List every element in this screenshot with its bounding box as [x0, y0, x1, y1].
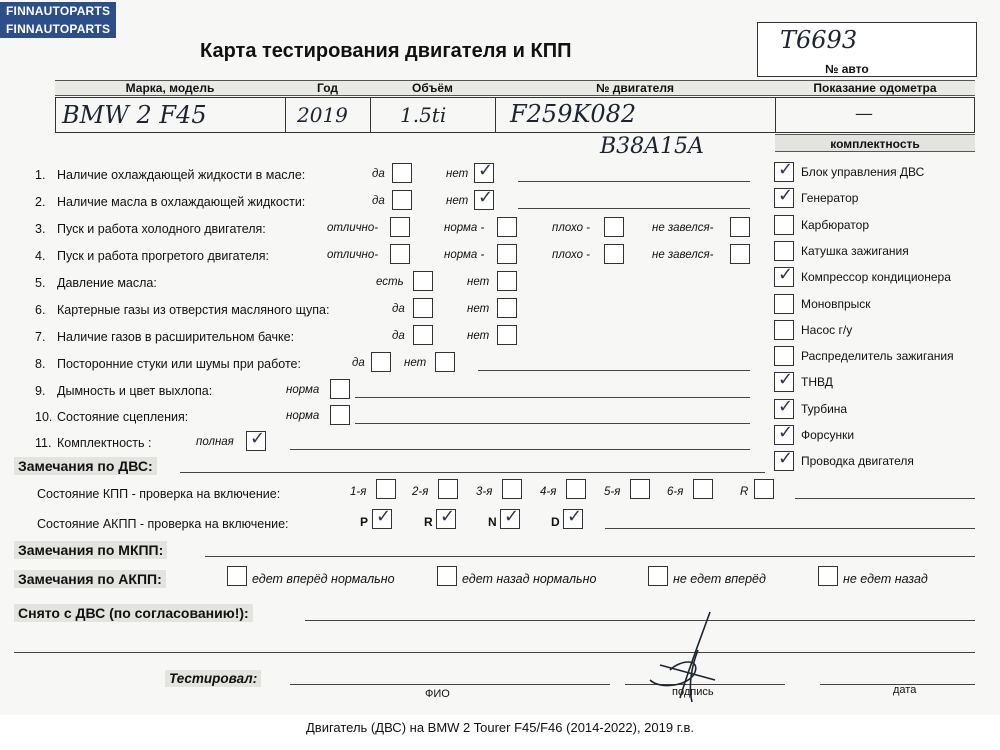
engine-code-note: B38A15A [600, 134, 704, 159]
q10-normal-label: норма [286, 410, 320, 422]
question-2-number: 2. [35, 195, 46, 209]
question-11-number: 11. [35, 436, 52, 450]
question-9-number: 9. [35, 384, 46, 398]
kit-checkbox-7[interactable] [774, 320, 794, 340]
question-1-number: 1. [35, 168, 46, 182]
kit-item-label: ТНВД [801, 375, 833, 389]
check-mark-icon: ✓ [778, 448, 794, 469]
auto-number-label: № авто [825, 62, 869, 76]
akpp-no-backward-label: не едет назад [843, 572, 928, 586]
tested-label: Тестировал: [165, 670, 261, 687]
q3-normal-label: норма - [444, 222, 485, 234]
question-4-number: 4. [35, 249, 46, 263]
kit-item-label: Распределитель зажигания [801, 349, 954, 363]
question-3-number: 3. [35, 222, 46, 236]
question-5-text: Давление масла: [57, 276, 157, 290]
col-engine-number: № двигателя [495, 80, 775, 96]
check-mark-icon: ✓ [778, 264, 794, 285]
question-3-text: Пуск и работа холодного двигателя: [57, 222, 266, 236]
check-mark-icon: ✓ [250, 428, 266, 449]
col-make-model: Марка, модель [55, 80, 285, 96]
kit-checkbox-4[interactable] [774, 241, 794, 261]
q5-yes-label: есть [376, 276, 404, 288]
question-9-text: Дымность и цвет выхлопа: [57, 384, 213, 398]
akpp-no-forward-label: не едет вперёд [673, 572, 766, 586]
odometer-value: — [855, 103, 873, 124]
volume-value: 1.5ti [400, 103, 447, 127]
remarks-engine-label: Замечания по ДВС: [14, 457, 157, 475]
year-value: 2019 [297, 103, 348, 127]
date-label: дата [893, 684, 917, 696]
question-6-number: 6. [35, 303, 46, 317]
akpp-gear-label: R [424, 515, 433, 529]
akpp-backward-ok-label: едет назад нормально [462, 572, 597, 586]
kpp-gear-label: 2-я [412, 486, 429, 498]
page-title: Карта тестирования двигателя и КПП [200, 40, 572, 62]
q3-excellent-label: отлично- [327, 222, 379, 234]
q3-no-start-label: не завелся- [652, 222, 714, 234]
q9-normal-checkbox[interactable] [330, 379, 350, 399]
kpp-gear-checkbox[interactable] [376, 479, 396, 499]
kit-item-label: Проводка двигателя [801, 454, 914, 468]
q8-da-checkbox[interactable] [371, 352, 391, 372]
q2-da-checkbox[interactable] [392, 190, 412, 210]
photo-caption: Двигатель (ДВС) на BMW 2 Tourer F45/F46 (2014-2022), 2019 г.в. [305, 720, 694, 735]
signature-label: подпись [672, 686, 714, 698]
kpp-gear-checkbox[interactable] [566, 479, 586, 499]
question-4-text: Пуск и работа прогретого двигателя: [57, 249, 269, 263]
kpp-gear-checkbox[interactable] [630, 479, 650, 499]
kpp-gear-checkbox[interactable] [754, 479, 774, 499]
make-model-value: BMW 2 F45 [62, 101, 207, 129]
question-1-text: Наличие охлаждающей жидкости в масле: [57, 168, 306, 182]
q5-net-checkbox[interactable] [497, 271, 517, 291]
kpp-gear-label: R [740, 486, 749, 498]
akpp-no-forward-checkbox[interactable] [648, 566, 668, 586]
kpp-gear-label: 5-я [604, 486, 621, 498]
kit-item-label: Форсунки [801, 428, 855, 442]
remarks-akpp-label: Замечания по АКПП: [14, 570, 166, 588]
kit-checkbox-8[interactable] [774, 346, 794, 366]
col-year: Год [285, 80, 370, 96]
akpp-backward-ok-checkbox[interactable] [437, 566, 457, 586]
q7-da-label: да [392, 330, 405, 342]
kit-checkbox-3[interactable] [774, 215, 794, 235]
kit-item-label: Насос г/у [801, 323, 853, 337]
akpp-gear-label: P [360, 515, 369, 529]
check-mark-icon: ✓ [376, 506, 392, 527]
q4-normal-checkbox[interactable] [497, 244, 517, 264]
q4-excellent-label: отлично- [327, 249, 379, 261]
q1-net-label: нет [446, 168, 469, 180]
signature-scribble-icon [640, 610, 730, 705]
question-8-number: 8. [35, 357, 46, 371]
q6-net-checkbox[interactable] [497, 298, 517, 318]
akpp-forward-ok-checkbox[interactable] [227, 566, 247, 586]
q1-da-label: да [372, 168, 385, 180]
q10-normal-checkbox[interactable] [330, 405, 350, 425]
kpp-gear-checkbox[interactable] [502, 479, 522, 499]
q8-da-label: да [352, 357, 365, 369]
check-mark-icon: ✓ [778, 185, 794, 206]
kit-item-label: Генератор [801, 191, 859, 205]
q7-da-checkbox[interactable] [413, 325, 433, 345]
q3-normal-checkbox[interactable] [497, 217, 517, 237]
check-mark-icon: ✓ [778, 422, 794, 443]
kit-title: комплектность [775, 134, 975, 152]
kit-item-label: Катушка зажигания [801, 244, 909, 258]
check-mark-icon: ✓ [778, 369, 794, 390]
akpp-gear-label: D [551, 515, 560, 529]
q2-net-label: нет [446, 195, 469, 207]
check-mark-icon: ✓ [778, 396, 794, 417]
q4-no-start-label: не завелся- [652, 249, 714, 261]
check-mark-icon: ✓ [478, 160, 494, 181]
akpp-gear-label: N [488, 515, 497, 529]
kpp-gear-label: 1-я [350, 486, 367, 498]
q8-net-label: нет [404, 357, 427, 369]
q6-net-label: нет [467, 303, 490, 315]
kpp-gear-checkbox[interactable] [438, 479, 458, 499]
akpp-label: Состояние АКПП - проверка на включение: [37, 517, 289, 531]
kit-item-label: Моновпрыск [801, 297, 871, 311]
check-mark-icon: ✓ [440, 506, 456, 527]
check-mark-icon: ✓ [504, 506, 520, 527]
check-mark-icon: ✓ [478, 187, 494, 208]
check-mark-icon: ✓ [567, 506, 583, 527]
q7-net-checkbox[interactable] [497, 325, 517, 345]
q11-full-label: полная [196, 436, 234, 448]
question-10-text: Состояние сцепления: [57, 410, 189, 424]
q8-net-checkbox[interactable] [435, 352, 455, 372]
question-2-text: Наличие масла в охлаждающей жидкости: [57, 195, 306, 209]
question-10-number: 10. [35, 410, 53, 424]
fio-label: ФИО [425, 688, 450, 700]
q3-no-start-checkbox[interactable] [730, 217, 750, 237]
kpp-label: Состояние КПП - проверка на включение: [37, 487, 281, 501]
akpp-forward-ok-label: едет вперёд нормально [252, 572, 395, 586]
kpp-gear-label: 3-я [476, 486, 493, 498]
question-11-text: Комплектность : [57, 436, 152, 450]
q3-excellent-checkbox[interactable] [390, 217, 410, 237]
removed-label: Снято с ДВС (по согласованию!): [14, 604, 253, 622]
akpp-no-backward-checkbox[interactable] [818, 566, 838, 586]
watermark-text: FINNAUTOPARTS [0, 2, 116, 20]
question-5-number: 5. [35, 276, 46, 290]
q6-da-label: да [392, 303, 405, 315]
q5-net-label: нет [467, 276, 490, 288]
question-8-text: Посторонние стуки или шумы при работе: [57, 357, 301, 371]
col-volume: Объём [370, 80, 495, 96]
q6-da-checkbox[interactable] [413, 298, 433, 318]
question-6-text: Картерные газы из отверстия масляного щупа: [57, 303, 330, 317]
kpp-gear-label: 4-я [540, 486, 557, 498]
q1-da-checkbox[interactable] [392, 163, 412, 183]
watermark-text-2: FINNAUTOPARTS [0, 20, 116, 38]
kit-checkbox-6[interactable] [774, 294, 794, 314]
q9-normal-label: норма [286, 384, 320, 396]
q4-bad-checkbox[interactable] [604, 244, 624, 264]
q7-net-label: нет [467, 330, 490, 342]
question-7-number: 7. [35, 330, 46, 344]
kit-item-label: Турбина [801, 402, 848, 416]
kit-item-label: Компрессор кондиционера [801, 270, 951, 284]
auto-number-value: T6693 [780, 26, 858, 54]
q4-normal-label: норма - [444, 249, 485, 261]
q3-bad-label: плохо - [552, 222, 590, 234]
kit-item-label: Блок управления ДВС [801, 165, 925, 179]
q4-bad-label: плохо - [552, 249, 590, 261]
check-mark-icon: ✓ [778, 159, 794, 180]
q4-excellent-checkbox[interactable] [390, 244, 410, 264]
q3-bad-checkbox[interactable] [604, 217, 624, 237]
q4-no-start-checkbox[interactable] [730, 244, 750, 264]
remarks-mkpp-label: Замечания по МКПП: [14, 541, 167, 559]
kpp-gear-checkbox[interactable] [693, 479, 713, 499]
question-7-text: Наличие газов в расширительном бачке: [57, 330, 295, 344]
kpp-gear-label: 6-я [667, 486, 684, 498]
kit-item-label: Карбюратор [801, 218, 870, 232]
q2-da-label: да [372, 195, 385, 207]
q5-yes-checkbox[interactable] [413, 271, 433, 291]
col-odometer: Показание одометра [775, 80, 975, 96]
engine-number-value: F259K082 [510, 100, 637, 128]
